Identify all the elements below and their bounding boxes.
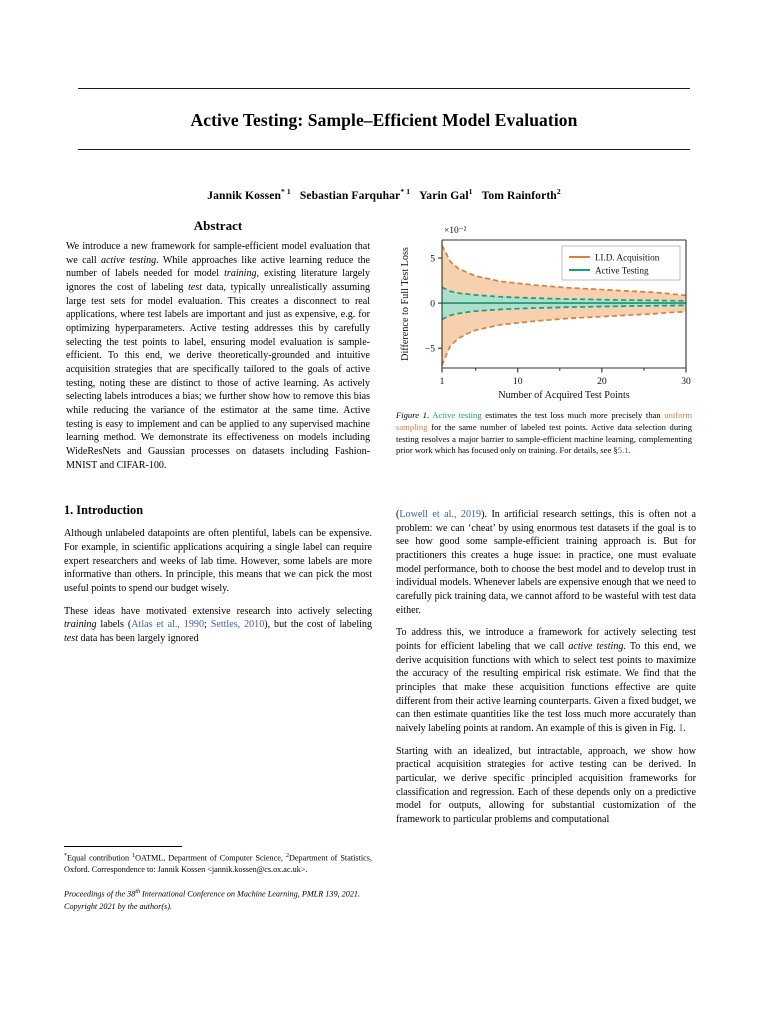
author-name: Yarin Gal [419, 188, 469, 202]
paragraph: (Lowell et al., 2019). In artificial research settings, this is often not a problem: we can ‘cheat’ by using enormous test datasets if the goal is to see how good some sample-efficient training approach is. But for practitioners this creates a huge issue: in practice, one must evaluate model performance, both to choose the best model and to develop trust in individual models. Whenever labels are expensive enough that we need to carefully pick training data, we cannot afford to be wasteful with test data either. [396, 509, 697, 616]
introduction-body [64, 527, 372, 645]
figure-chart [396, 218, 694, 401]
x-tick-label: 20 [597, 376, 607, 387]
chart-svg [396, 218, 694, 401]
figure-caption: Figure 1. Active testing estimates the test loss much more precisely than uniform sampling for the same number of labeled test points. Active data selection during testing resolves a major barrier to sample-efficient machine learning, complementing prior work which has focused only on training. For details, see §5.1. [396, 410, 693, 456]
paragraph: These ideas have motivated extensive research into actively selecting training labels (Atlas et al., 1990; Settles, 2010), but the cost of labeling test data has been largely ignored [64, 605, 373, 644]
right-column-body [396, 508, 696, 836]
legend-entry-label: I.I.D. Acquisition [595, 252, 660, 263]
legend-entry-label: Active Testing [595, 265, 649, 276]
author-affiliation-mark: * 1 [400, 187, 411, 196]
paragraph: Starting with an idealized, but intractable, approach, we show how practical acquisition strategies for active testing can be derived. In particular, we derive specific principled acquisition frameworks for classification and regression. Each of these depends only on a predictive model for outputs, allowing for substantial customization of the framework to particular problems and computational [396, 745, 696, 826]
author-affiliation-mark: * 1 [281, 187, 291, 196]
author-name: Sebastian Farquhar [299, 188, 401, 202]
y-tick-label: 0 [430, 298, 435, 310]
figure-1 [396, 218, 696, 457]
abstract-heading: Abstract [193, 218, 243, 233]
y-tick-label: 5 [430, 253, 435, 265]
proceedings-note: Proceedings of the 38th International Conference on Machine Learning, PMLR 139, 2021. Copyright 2021 by the author(s). [64, 889, 361, 911]
x-axis-label: Number of Acquired Test Points [498, 390, 630, 401]
author-affiliation-mark: 2 [556, 187, 561, 196]
author-list [64, 150, 704, 202]
x-tick-label: 30 [681, 376, 691, 387]
paragraph: To address this, we introduce a framework for actively selecting test points for efficient labeling that we call active testing. To this end, we derive acquisition functions with which to select test points to maximize the accuracy of the resulting empirical risk estimate. We find that the principles that make these acquisition functions effective are quite different from their active learning counterparts. Given a fixed budget, we can then estimate quantities like the test loss much more accurately than naively labeling points at random. An example of this is given in Fig. 1. [396, 627, 696, 735]
author-name: Jannik Kossen [207, 188, 282, 202]
y-axis-label: Difference to Full Test Loss [400, 247, 411, 361]
author-affiliation-mark: 1 [468, 187, 473, 196]
x-tick-label: 10 [512, 376, 523, 387]
section-heading-introduction: 1. Introduction [64, 503, 144, 518]
footnote-block [64, 846, 372, 912]
y-axis-exponent-label: ×10⁻² [444, 226, 467, 236]
x-tick-label: 1 [439, 376, 445, 387]
y-tick-label: −5 [424, 343, 435, 355]
footnote-text: *Equal contribution $^1$OATML, Department of Computer Science, $^2$Department of Statistics, Oxford. Correspondence to: Jannik Kossen <jannik.kossen@cs.ox.ac.uk>. [64, 853, 372, 875]
chart-legend [562, 246, 680, 280]
paragraph: Although unlabeled datapoints are often plentiful, labels can be expensive. For example, in scientific applications acquiring a single label can require expert researchers and weeks of lab time. However, some labels are more informative than others. In principle, this means that we can pick the most useful points to spend our budget wisely. [64, 528, 372, 594]
author-name: Tom Rainforth [481, 188, 557, 202]
footnote-rule [64, 846, 182, 847]
page-title: Active Testing: Sample–Efficient Model Evaluation [190, 110, 578, 130]
title-block [0, 0, 768, 202]
abstract-text: We introduce a new framework for sample-efficient model evaluation that we call active testing. While approaches like active learning reduce the number of labels needed for model training, existing literature largely ignores the cost of labeling test data, typically unrealistically assuming large test sets for model evaluation. This creates a disconnect to real applications, where test labels are important and just as expensive, e.g. for optimizing hyperparameters. Active testing addresses this by carefully selecting the test points to label, ensuring model evaluation is sample-efficient. To this end, we derive theoretically-grounded and intuitive acquisition strategies that are specifically tailored to the goals of active testing, noting these are distinct to those of active learning. As actively selecting labels introduces a bias; we further show how to remove this bias while reducing the variance of the estimator at the same time. Active testing is easy to implement and can be applied to any supervised machine learning method. We demonstrate its effectiveness on models including WideResNets and Gaussian processes on datasets including Fashion-MNIST and CIFAR-100. [66, 241, 370, 471]
left-column [64, 218, 372, 655]
